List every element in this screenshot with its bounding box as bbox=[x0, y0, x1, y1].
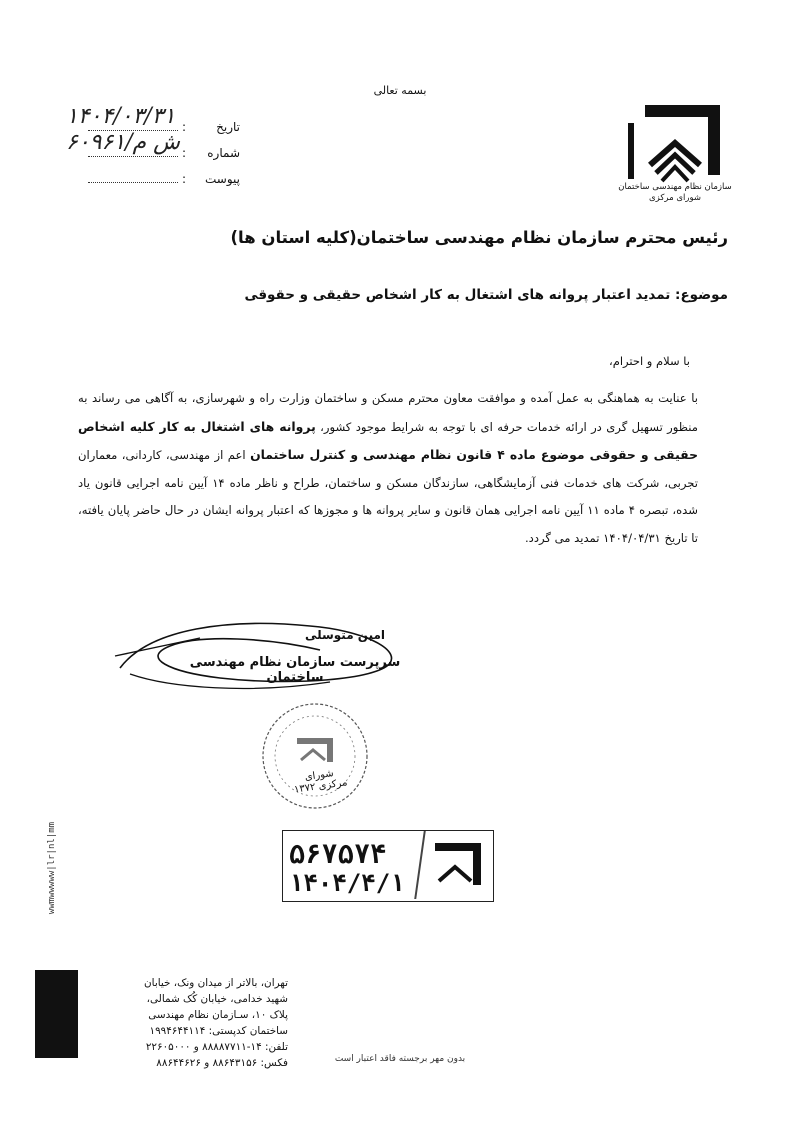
date-label: تاریخ bbox=[216, 120, 240, 134]
address-line3: پلاک ۱۰، سـازمان نظام مهندسی bbox=[148, 1009, 288, 1021]
address-block bbox=[78, 975, 288, 1071]
attachment-label: پیوست bbox=[205, 172, 240, 186]
address-line1: تهران، بالاتر از میدان ونک، خیابان bbox=[144, 977, 288, 989]
greeting: با سلام و احترام، bbox=[609, 354, 690, 368]
signer-title: سرپرست سازمان نظام مهندسی ساختمان bbox=[189, 655, 401, 685]
letter-body bbox=[78, 385, 698, 552]
bismillah-heading: بسمه تعالی bbox=[373, 84, 427, 97]
attachment-colon: : bbox=[181, 172, 186, 186]
subject-label: موضوع: bbox=[675, 287, 728, 303]
body-part1: با عنایت به هماهنگی به عمل آمده و موافقت معاون محترم مسکن و ساختمان وزارت راه و شهرسازی، به آگاهی می رساند به منظور تسهیل گری در ارائه خدمات حرفه ای با توجه به شرایط موجود کشور، bbox=[78, 391, 698, 434]
seal-text: شورای مرکزی ۱۳۷۲ bbox=[293, 768, 349, 796]
organization-caption-line2: شورای مرکزی bbox=[649, 193, 701, 203]
date-colon: : bbox=[181, 120, 186, 134]
subject-text: تمدید اعتبار پروانه های اشتغال به کار اشخاص حقیقی و حقوقی bbox=[244, 287, 671, 303]
body-bold-part: پروانه های اشتغال به کار کلیه اشخاص حقیقی و حقوقی موضوع ماده ۴ قانون نظام مهندسی و کنترل ساختمان bbox=[78, 418, 699, 462]
number-colon: : bbox=[181, 146, 186, 160]
embossed-seal-icon bbox=[255, 700, 375, 812]
side-vertical-text: wwmwwwww|lr|nl|mm bbox=[47, 821, 57, 915]
footer-note: بدون مهر برجسته فاقد اعتبار است bbox=[334, 1054, 466, 1064]
stamp-number: ۵۶۷۵۷۴ bbox=[289, 839, 387, 870]
organization-caption bbox=[600, 182, 750, 204]
stamp-logo-icon bbox=[425, 839, 485, 891]
redacted-block bbox=[35, 970, 78, 1058]
address-line6: فکس: ۸۸۶۴۳۱۵۶ و ۸۸۶۴۴۶۲۶ bbox=[156, 1057, 288, 1069]
address-line5: تلفن: ۱۴-۸۸۸۸۷۷۱۱ و ۲۲۶۰۵۰۰۰ bbox=[145, 1041, 288, 1053]
number-dotted-line bbox=[88, 156, 178, 157]
address-line2: شهید خدامی، خیابان کُک شمالی، bbox=[146, 993, 288, 1005]
number-value: ۶۰۹۶۱/ش م bbox=[66, 130, 180, 155]
stamp-date: ۱۴۰۴/۴/۱ bbox=[289, 869, 405, 897]
subject-line bbox=[108, 287, 728, 303]
body-part2: اعم از مهندسی، کاردانی، معماران تجربی، شرکت های خدمات فنی آزمایشگاهی، سازندگان مسکن و ساختمان، طراح و ناظر ماده ۱۴ آیین نامه اجرایی قانون یاد شده، تبصره ۴ ماده ۱۱ آیین نامه اجرایی همان قانون و سایر پروانه ها و مجوزها که اعتبار پروانه ایشان در حال حاضر پایان یافته، تا تاریخ ۱۴۰۴/۰۴/۳۱ تمدید می گردد. bbox=[78, 448, 698, 545]
registration-stamp bbox=[282, 830, 494, 902]
number-label: شماره bbox=[207, 146, 240, 160]
addressee-line: رئیس محترم سازمان نظام مهندسی ساختمان(کلیه استان ها) bbox=[230, 228, 728, 247]
number-row bbox=[60, 130, 240, 166]
attachment-dotted-line bbox=[88, 182, 178, 183]
organization-caption-line1: سازمان نظام مهندسی ساختمان bbox=[618, 182, 732, 192]
address-line4: ساختمان کدپستی: ۱۹۹۴۶۴۴۱۱۴ bbox=[149, 1025, 288, 1037]
attachment-row bbox=[60, 170, 240, 192]
date-value: ۱۴۰۴/۰۳/۳۱ bbox=[66, 104, 176, 129]
signer-name: امین متوسلی bbox=[304, 628, 386, 642]
